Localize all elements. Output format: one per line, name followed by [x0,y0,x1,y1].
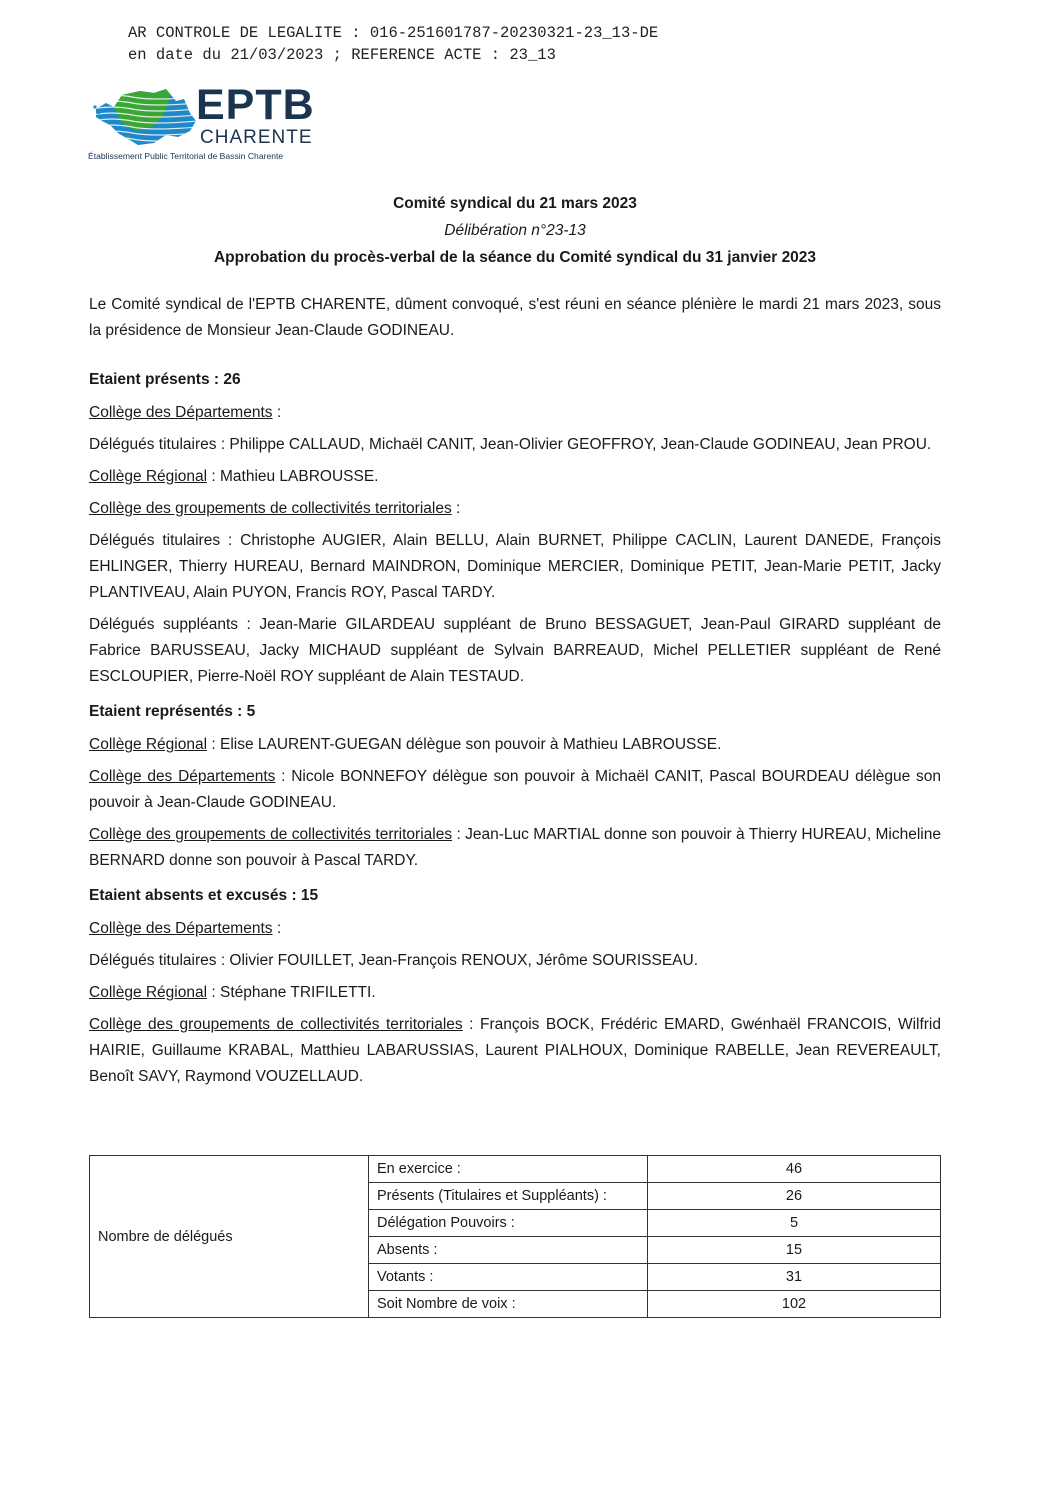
row-value: 102 [648,1291,941,1318]
presents-departements-titulaires: Délégués titulaires : Philippe CALLAUD, Michaël CANIT, Jean-Olivier GEOFFROY, Jean-Claude GODINEAU, Jean PROU. [89,436,932,453]
table-row [90,1156,941,1183]
row-value: 26 [648,1183,941,1210]
row-value: 46 [648,1156,941,1183]
row-value: 31 [648,1264,941,1291]
row-label: Votants : [369,1264,648,1291]
row-label: Absents : [369,1237,648,1264]
presents-groupements-label: Collège des groupements de collectivités territoriales : [89,500,461,517]
absents-heading: Etaient absents et excusés : 15 [89,887,319,904]
absents-departements-titulaires: Délégués titulaires : Olivier FOUILLET, Jean-François RENOUX, Jérôme SOURISSEAU. [89,952,698,969]
row-label: En exercice : [369,1156,648,1183]
charente-basin-map-icon [92,87,198,149]
row-label: Présents (Titulaires et Suppléants) : [369,1183,648,1210]
presents-groupements-titulaires: Délégués titulaires : Christophe AUGIER, Alain BELLU, Alain BURNET, Philippe CACLIN, Laurent DANEDE, François EHLINGER, Thierry HUREAU, Bernard MAINDRON, Dominique MERCIER, Dominique PETIT, Jean-Marie PETIT, Jacky PLANTIVEAU, Alain PUYON, Francis ROY, Pascal TARDY. [89,532,941,601]
absents-groupements: Collège des groupements de collectivités territoriales : François BOCK, Frédéric EMARD, Gwénhaël FRANCOIS, Wilfrid HAIRIE, Guillaume KRABAL, Matthieu LABARUSSIAS, Laurent PIALHOUX, Dominique RABELLE, Jean REVEREAULT, Benoît SAVY, Raymond VOUZELLAUD. [89,1016,941,1085]
eptb-logo [88,81,328,170]
deliberation-number: Délibération n°23-13 [444,222,586,239]
legality-stamp [128,22,658,66]
representes-regional: Collège Régional : Elise LAURENT-GUEGAN délègue son pouvoir à Mathieu LABROUSSE. [89,736,722,753]
absents-regional: Collège Régional : Stéphane TRIFILETTI. [89,984,376,1001]
logo-name: EPTB [196,81,315,129]
presents-regional: Collège Régional : Mathieu LABROUSSE. [89,468,379,485]
presents-departements-label: Collège des Départements : [89,404,282,421]
row-label: Délégation Pouvoirs : [369,1210,648,1237]
logo-subname: CHARENTE [200,127,313,148]
row-value: 5 [648,1210,941,1237]
intro-paragraph: Le Comité syndical de l'EPTB CHARENTE, dûment convoqué, s'est réuni en séance plénière le mardi 21 mars 2023, sous la présidence de Monsieur Jean-Claude GODINEAU. [89,296,941,339]
presents-groupements-suppleants: Délégués suppléants : Jean-Marie GILARDEAU suppléant de Bruno BESSAGUET, Jean-Paul GIRARD suppléant de Fabrice BARUSSEAU, Jacky MICHAUD suppléant de Sylvain BARREAUD, Michel PELLETIER suppléant de René ESCLOUPIER, Pierre-Noël ROY suppléant de Alain TESTAUD. [89,616,941,685]
logo-tagline: Établissement Public Territorial de Bassin Charente [88,151,284,161]
deliberation-document [89,190,941,1090]
presents-heading: Etaient présents : 26 [89,371,241,388]
absents-departements-label: Collège des Départements : [89,920,282,937]
deliberation-subject: Approbation du procès-verbal de la séance du Comité syndical du 31 janvier 2023 [213,249,817,266]
stamp-line-1: AR CONTROLE DE LEGALITE : 016-251601787-20230321-23_13-DE [128,24,659,42]
representes-heading: Etaient représentés : 5 [89,703,256,720]
delegates-summary-table [89,1155,941,1318]
representes-departements: Collège des Départements : Nicole BONNEFOY délègue son pouvoir à Michaël CANIT, Pascal BOURDEAU délègue son pouvoir à Jean-Claude GODINEAU. [89,768,941,811]
row-value: 15 [648,1237,941,1264]
row-header-cell: Nombre de délégués [90,1156,369,1318]
stamp-line-2: en date du 21/03/2023 ; REFERENCE ACTE : 23_13 [128,46,556,64]
meeting-title: Comité syndical du 21 mars 2023 [393,195,637,212]
row-label: Soit Nombre de voix : [369,1291,648,1318]
representes-groupements: Collège des groupements de collectivités territoriales : Jean-Luc MARTIAL donne son pouvoir à Thierry HUREAU, Micheline BERNARD donne son pouvoir à Pascal TARDY. [89,826,941,869]
document-header [89,190,941,272]
